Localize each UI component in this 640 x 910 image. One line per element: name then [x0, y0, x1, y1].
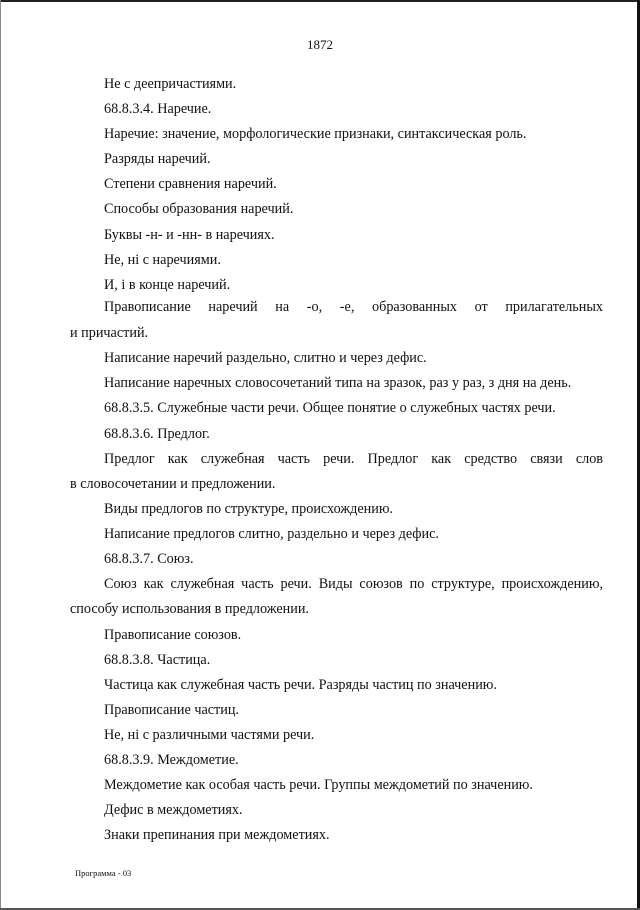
text-line: 68.8.3.7. Союз.: [104, 551, 194, 567]
text-line: Правописание союзов.: [104, 627, 242, 643]
text-line: 68.8.3.8. Частица.: [104, 652, 211, 668]
text-line: Наречие: значение, морфологические признаки, синтаксическая роль.: [104, 126, 527, 142]
text-line: Дефис в междометиях.: [104, 802, 243, 818]
text-line: 68.8.3.5. Служебные части речи. Общее понятие о служебных частях речи.: [104, 400, 556, 416]
text-line: Не с деепричастиями.: [104, 76, 237, 92]
footer-label: Программа - 03: [75, 868, 132, 878]
text-line: Не, ні с наречиями.: [104, 252, 221, 268]
text-line: Правописание частиц.: [104, 702, 239, 718]
text-line: Разряды наречий.: [104, 151, 211, 167]
text-line: Буквы -н- и -нн- в наречиях.: [104, 227, 275, 243]
text-line: в словосочетании и предложении.: [70, 476, 276, 492]
text-line: Союз как служебная часть речи. Виды союзов по структуре, происхождению,: [104, 576, 603, 592]
text-line: Правописание наречий на -о, -е, образованных от прилагательных: [104, 299, 603, 315]
text-line: Написание наречий раздельно, слитно и через дефис.: [104, 350, 427, 366]
text-line: способу использования в предложении.: [70, 601, 309, 617]
text-line: И, і в конце наречий.: [104, 277, 231, 293]
page-number: 1872: [307, 37, 333, 52]
text-line: Степени сравнения наречий.: [104, 176, 277, 192]
scan-edge-top: [0, 0, 640, 2]
text-line: Написание предлогов слитно, раздельно и через дефис.: [104, 526, 439, 542]
text-line: 68.8.3.9. Междометие.: [104, 752, 239, 768]
text-line: Знаки препинания при междометиях.: [104, 827, 330, 843]
text-line: Не, ні с различными частями речи.: [104, 727, 315, 743]
text-line: и причастий.: [70, 325, 149, 341]
text-line: 68.8.3.6. Предлог.: [104, 426, 210, 442]
text-line: Написание наречных словосочетаний типа на зразок, раз у раз, з дня на день.: [104, 375, 572, 391]
text-line: Способы образования наречий.: [104, 201, 294, 217]
text-line: Виды предлогов по структуре, происхождению.: [104, 501, 393, 517]
text-line: Предлог как служебная часть речи. Предлог как средство связи слов: [104, 451, 603, 467]
text-line: 68.8.3.4. Наречие.: [104, 101, 212, 117]
text-line: Междометие как особая часть речи. Группы междометий по значению.: [104, 777, 533, 793]
scan-edge-left: [0, 0, 1, 910]
text-line: Частица как служебная часть речи. Разряды частиц по значению.: [104, 677, 497, 693]
